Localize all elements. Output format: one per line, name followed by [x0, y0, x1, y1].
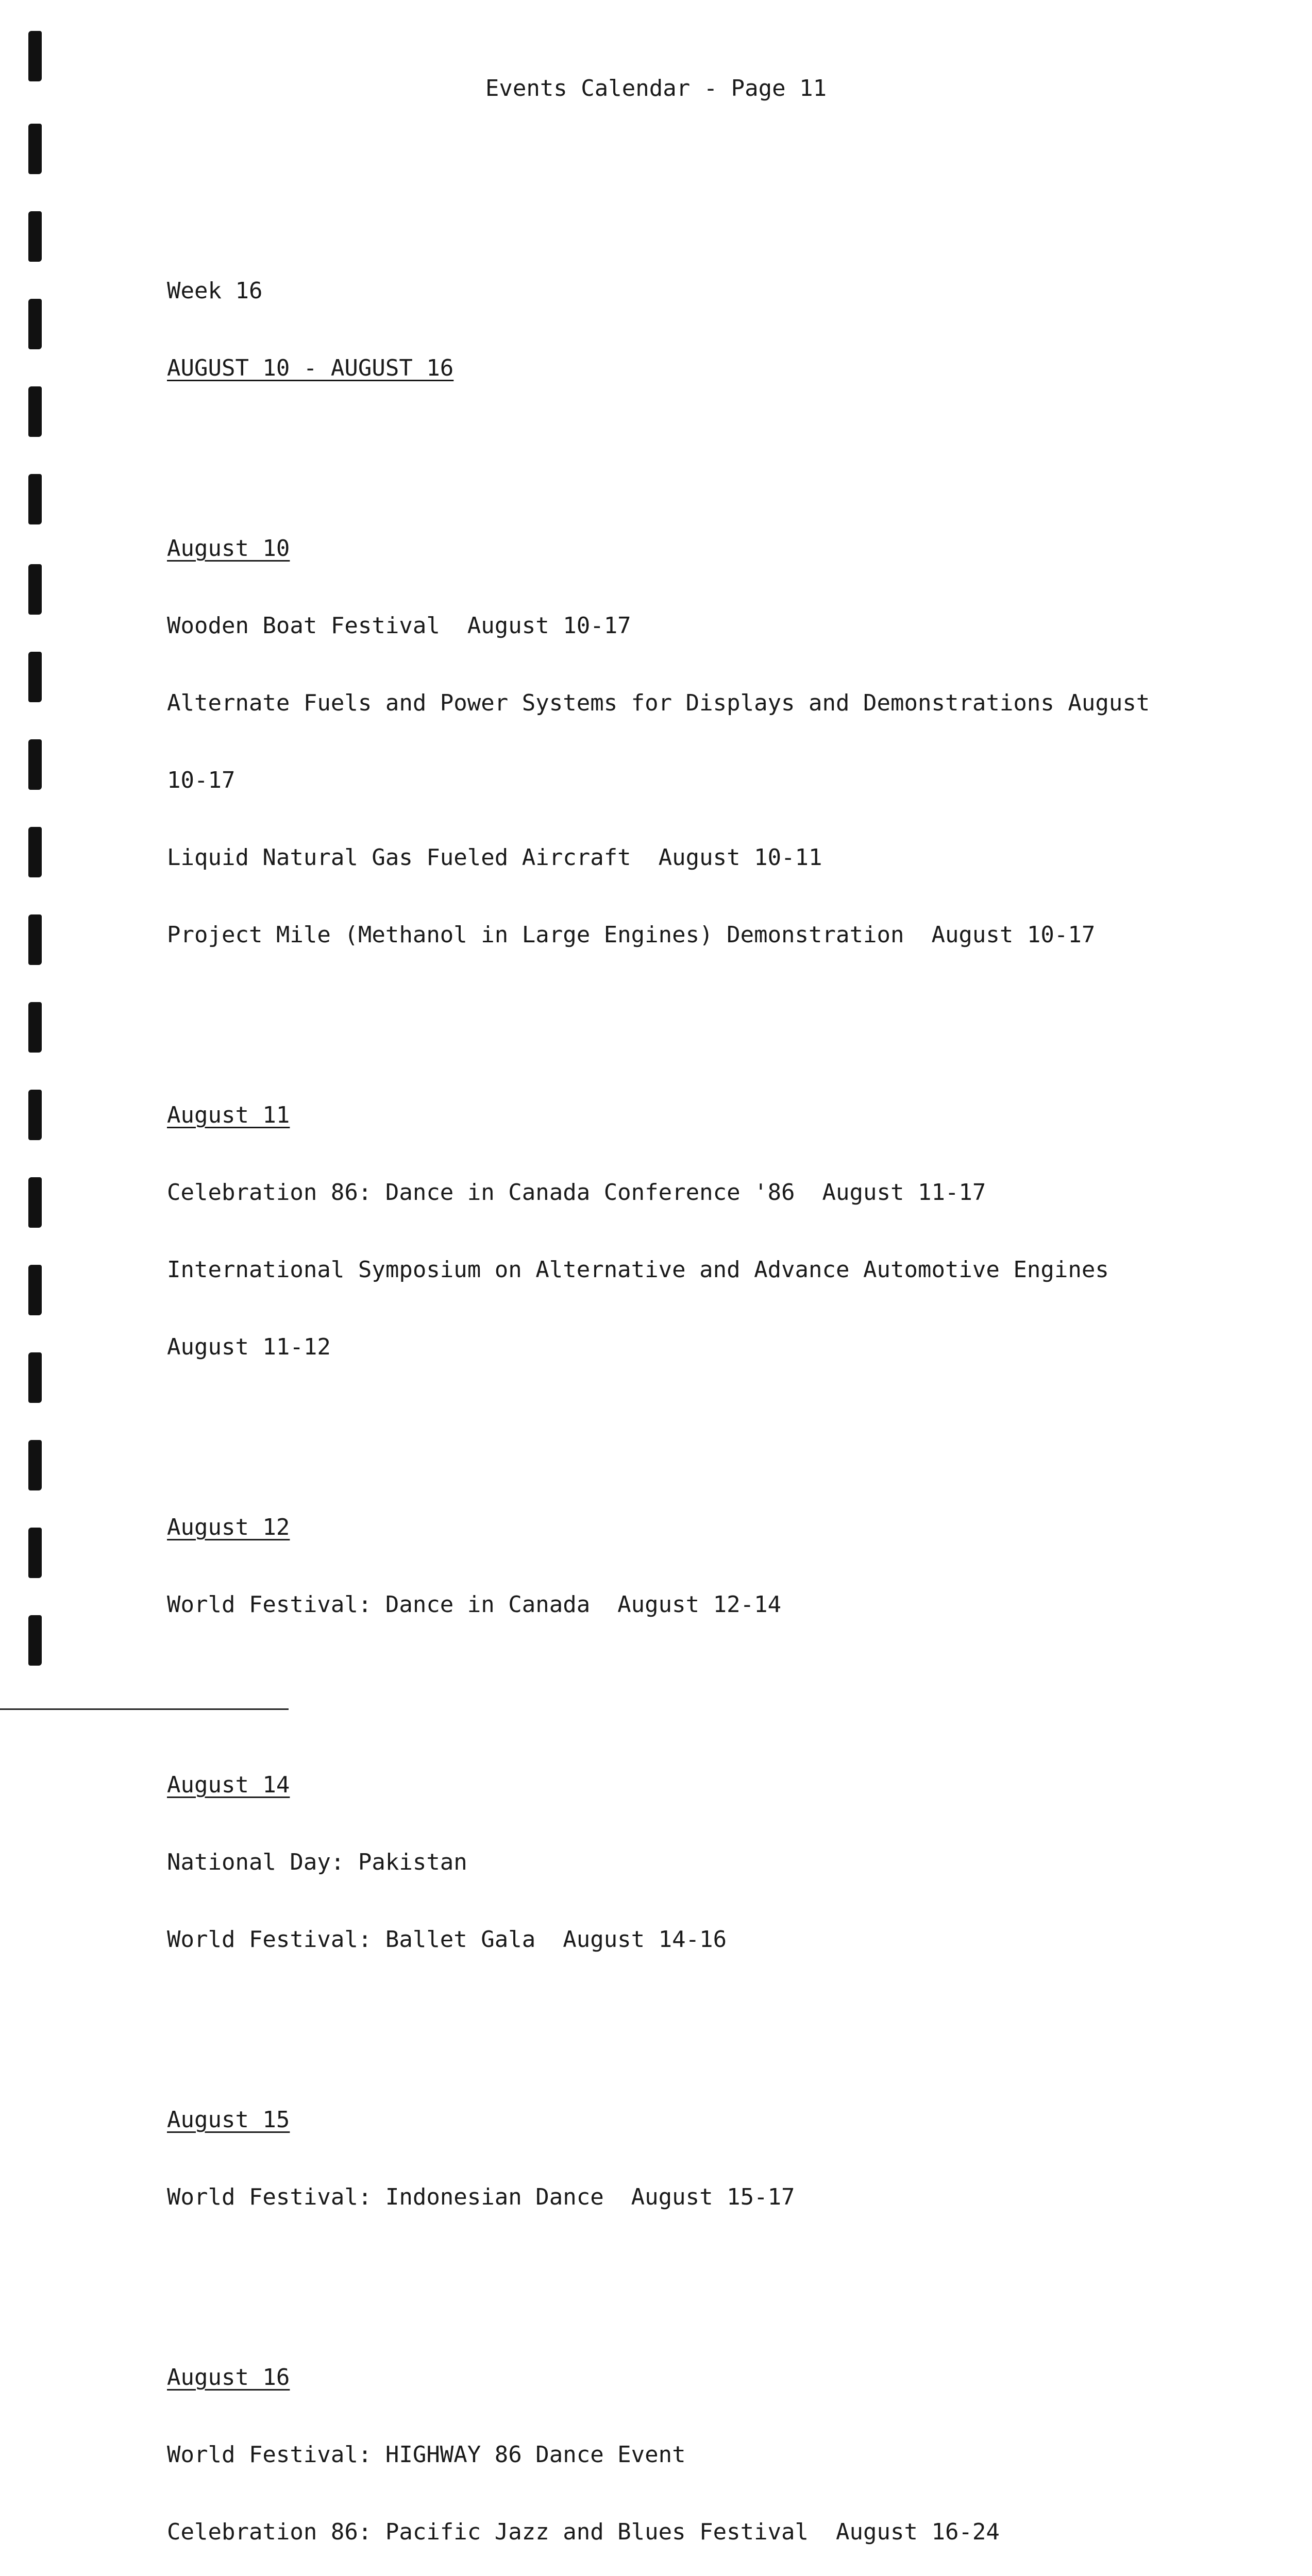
event-line: Celebration 86: Dance in Canada Conference '86 August 11-17: [167, 1179, 986, 1206]
event-line: World Festival: Dance in Canada August 12-14: [167, 1591, 782, 1618]
event-line: August 11-12: [167, 1334, 331, 1360]
punch-mark: [28, 1177, 42, 1228]
day-heading: August 11: [167, 1102, 290, 1128]
punch-mark: [28, 739, 42, 790]
punch-mark: [28, 1615, 42, 1666]
page-title: Events Calendar - Page 11: [485, 75, 827, 101]
event-line: Project Mile (Methanol in Large Engines) Demonstration August 10-17: [167, 922, 1096, 948]
day-heading: August 10: [167, 535, 290, 562]
punch-mark: [28, 474, 42, 524]
punch-mark: [28, 652, 42, 702]
punch-mark: [28, 211, 42, 262]
week-label: Week 16: [167, 278, 263, 304]
punch-mark: [28, 386, 42, 437]
punch-mark: [28, 1352, 42, 1403]
event-line: World Festival: Indonesian Dance August 15-17: [167, 2184, 795, 2210]
binder-punch-marks: [28, 0, 49, 1711]
bottom-edge-line: [0, 1708, 289, 1710]
week-range: AUGUST 10 - AUGUST 16: [167, 355, 454, 381]
punch-mark: [28, 914, 42, 965]
punch-mark: [28, 1002, 42, 1053]
event-line: Celebration 86: Pacific Jazz and Blues Festival August 16-24: [167, 2519, 1000, 2545]
calendar-body: [167, 175, 1198, 2576]
event-line: World Festival: Ballet Gala August 14-16: [167, 1926, 727, 1953]
day-heading: August 16: [167, 2364, 290, 2391]
punch-mark: [28, 1265, 42, 1315]
punch-mark: [28, 564, 42, 615]
punch-mark: [28, 299, 42, 349]
punch-mark: [28, 1090, 42, 1140]
event-line: Alternate Fuels and Power Systems for Displays and Demonstrations August: [167, 690, 1150, 716]
punch-mark: [28, 1528, 42, 1578]
event-line: 10-17: [167, 767, 236, 793]
event-line: World Festival: HIGHWAY 86 Dance Event: [167, 2442, 686, 2468]
event-line: International Symposium on Alternative and Advance Automotive Engines: [167, 1257, 1109, 1283]
punch-mark: [28, 827, 42, 877]
day-heading: August 12: [167, 1514, 290, 1540]
punch-mark: [28, 124, 42, 174]
event-line: National Day: Pakistan: [167, 1849, 467, 1875]
day-heading: August 15: [167, 2107, 290, 2133]
punch-mark: [28, 1440, 42, 1490]
event-line: Wooden Boat Festival August 10-17: [167, 613, 631, 639]
event-line: Liquid Natural Gas Fueled Aircraft August 10-11: [167, 844, 822, 871]
day-heading: August 14: [167, 1772, 290, 1798]
